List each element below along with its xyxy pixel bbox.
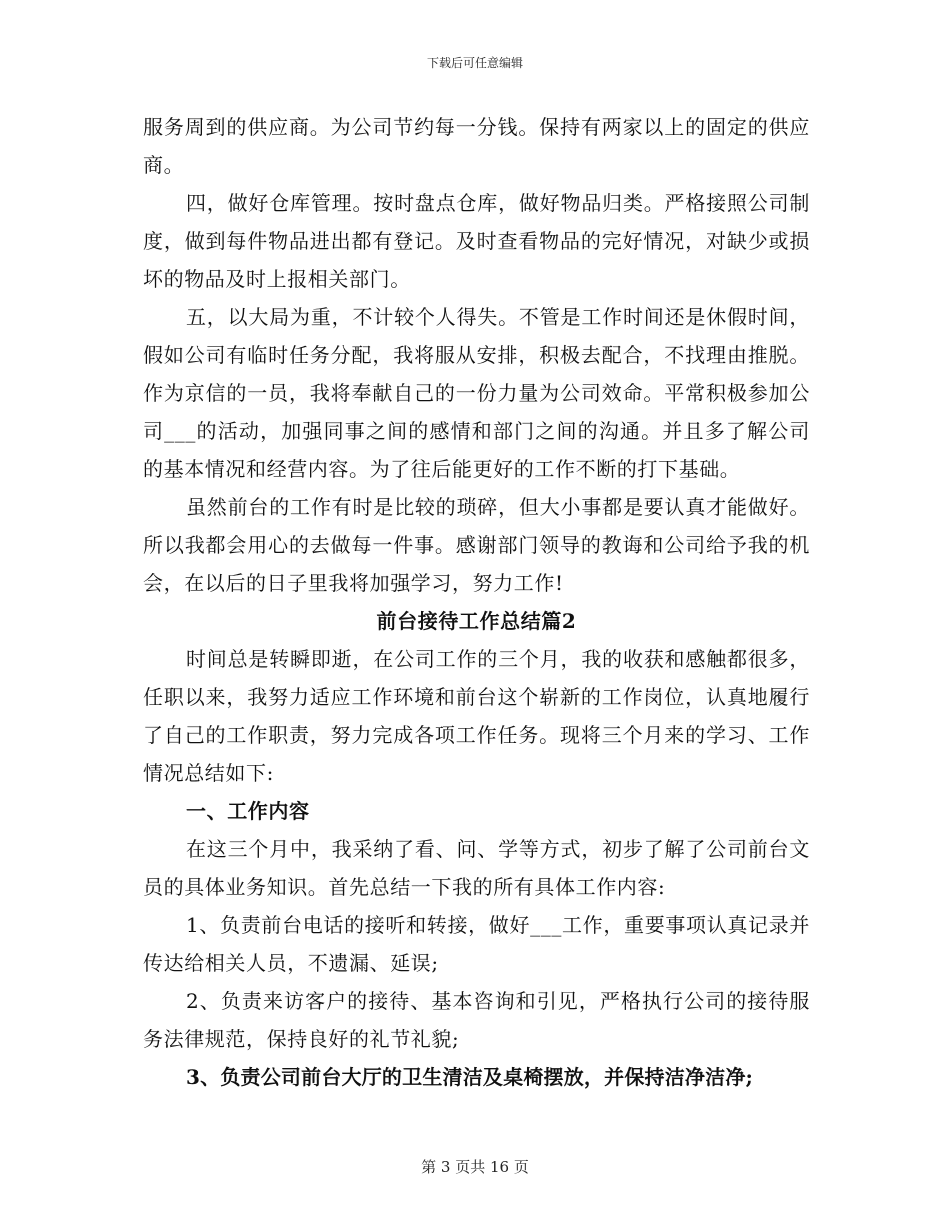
paragraph-intro: 时间总是转瞬即逝，在公司工作的三个月，我的收获和感触都很多，任职以来，我努力适应工作环境和前台这个崭新的工作岗位，认真地履行了自己的工作职责，努力完成各项工作任务。现将三个月来的学习、工作情况总结如下: xyxy=(143,647,810,785)
paragraph-continued: 服务周到的供应商。为公司节约每一分钱。保持有两家以上的固定的供应商。 xyxy=(143,115,810,177)
page-footer: 第 3 页共 16 页 xyxy=(421,1158,529,1176)
list-item-visitors: 2、负责来访客户的接待、基本咨询和引见，严格执行公司的接待服务法律规范，保持良好的礼节礼貌; xyxy=(143,989,810,1051)
page-header: 下载后可任意编辑 xyxy=(426,56,523,70)
paragraph-work-overview: 在这三个月中，我采纳了看、问、学等方式，初步了解了公司前台文员的具体业务知识。首先总结一下我的所有具体工作内容: xyxy=(143,837,810,899)
paragraph-overall: 五，以大局为重，不计较个人得失。不管是工作时间还是休假时间，假如公司有临时任务分配，我将服从安排，积极去配合，不找理由推脱。作为京信的一员，我将奉献自己的一份力量为公司效命。平常积极参加公司___的活动，加强同事之间的感情和部门之间的沟通。并且多了解公司的基本情况和经营内容。为了往后能更好的工作不断的打下基础。 xyxy=(143,305,810,481)
section-title: 前台接待工作总结篇2 xyxy=(376,609,577,633)
subheading-work-content: 一、工作内容 xyxy=(186,799,310,823)
list-item-cleaning: 3、负责公司前台大厅的卫生清洁及桌椅摆放，并保持洁净洁净; xyxy=(186,1065,754,1089)
document-body xyxy=(143,108,810,1096)
paragraph-closing: 虽然前台的工作有时是比较的琐碎，但大小事都是要认真才能做好。所以我都会用心的去做每一件事。感谢部门领导的教诲和公司给予我的机会，在以后的日子里我将加强学习，努力工作! xyxy=(143,495,810,595)
list-item-phone: 1、负责前台电话的接听和转接，做好___工作，重要事项认真记录并传达给相关人员，不遗漏、延误; xyxy=(143,913,810,975)
paragraph-warehouse: 四，做好仓库管理。按时盘点仓库，做好物品归类。严格接照公司制度，做到每件物品进出都有登记。及时查看物品的完好情况，对缺少或损坏的物品及时上报相关部门。 xyxy=(143,191,810,291)
